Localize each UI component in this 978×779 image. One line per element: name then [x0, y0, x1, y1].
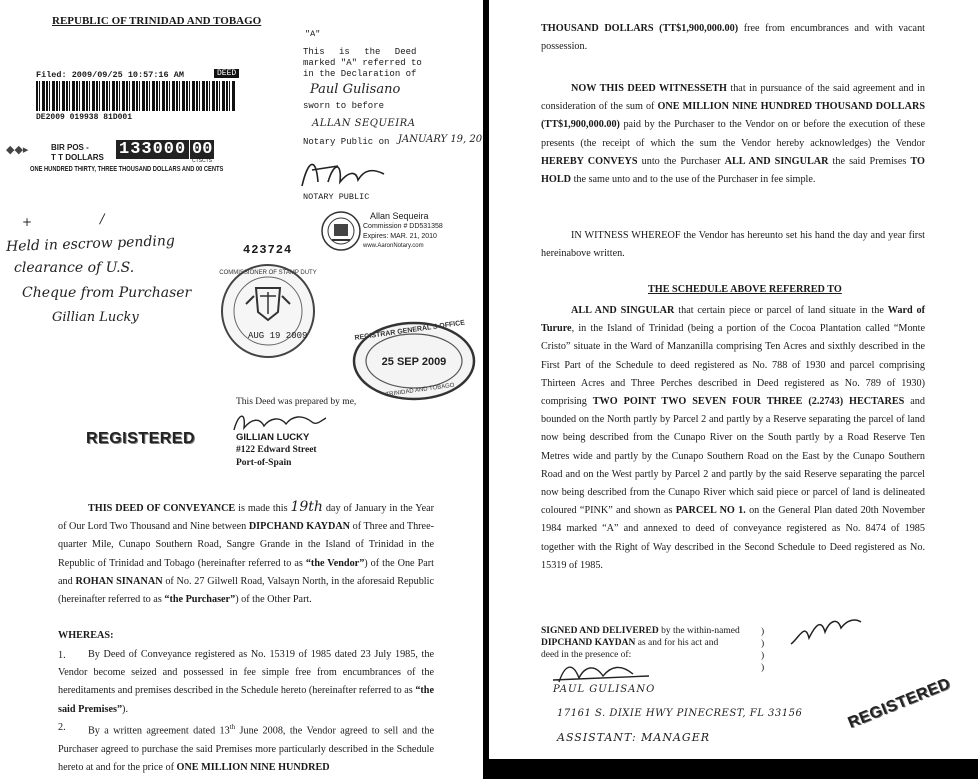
- signed-vendor-line: DIPCHAND KAYDAN as and for his act and: [541, 638, 719, 648]
- whereas-heading: WHEREAS:: [58, 630, 114, 641]
- bir-amount: 133000: [116, 140, 189, 159]
- preparer-address-1: #122 Edward Street: [236, 445, 317, 455]
- witness-name: PAUL GULISANO: [553, 684, 656, 695]
- notary-seal-icon: [320, 210, 362, 252]
- witness-address: 17161 S. DIXIE HWY PINECREST, FL 33156: [557, 708, 803, 719]
- bir-line1: BIR POS -: [51, 143, 89, 152]
- bir-cents-label: CTSCTS: [192, 158, 212, 164]
- exhibit-label: "A": [305, 29, 321, 39]
- barcode-id: DE2009 019938 81D001: [36, 113, 133, 122]
- stamp-duty-ring-text: COMMISSIONER OF STAMP DUTY: [219, 270, 317, 276]
- seal-notary-name: Allan Sequeira: [370, 211, 429, 221]
- signed-delivered-line: SIGNED AND DELIVERED by the within-named: [541, 626, 740, 636]
- registered-stamp-right: REGISTERED: [845, 675, 954, 732]
- preparer-name: GILLIAN LUCKY: [236, 432, 310, 443]
- check-mark: +: [22, 215, 33, 229]
- seal-commission: Commission # DD531358: [363, 223, 443, 230]
- barcode: [36, 81, 235, 111]
- registered-stamp: REGISTERED: [86, 430, 196, 447]
- filed-timestamp: Filed: 2009/09/25 10:57:16 AM: [36, 70, 184, 80]
- handnote-line-1: Held in escrow pending: [5, 233, 176, 255]
- witnesseth-paragraph: NOW THIS DEED WITNESSETH that in pursuance of the said agreement and in consideration of the sum of ONE MILLION NINE HUNDRED THOUSAND DOLLARS (TT$1,900,000.00) paid by the Purchaser to the Vendor on or before the execution of these presents (the receipt of which the sum the Vendor hereby acknowledges) the Vendor HEREBY CONVEYS unto the Purchaser ALL AND SINGULAR the said Premises TO HOLD the same unto and to the use of the Purchaser in fee simple.: [541, 83, 926, 186]
- registrar-bottom-text: TRINIDAD AND TOBAGO: [385, 382, 455, 399]
- bracket-marks: ) ) ) ): [761, 627, 765, 673]
- notary-on-text: Notary Public on: [303, 137, 390, 147]
- handnote-line-3: Cheque from Purchaser: [22, 285, 192, 301]
- bir-amount-words: ONE HUNDRED THIRTY, THREE THOUSAND DOLLARS AND 00 CENTS: [30, 166, 224, 173]
- document-header: REPUBLIC OF TRINIDAD AND TOBAGO: [52, 15, 262, 27]
- in-witness-paragraph: IN WITNESS WHEREOF the Vendor has hereunto set his hand the day and year first hereinabove written.: [541, 230, 925, 260]
- exhibit-line-3: in the Declaration of: [303, 69, 417, 79]
- recital-2: By a written agreement dated 13th June 2008, the Vendor agreed to sell and the Purchaser agreed to purchase the said Premises more particularly described in the Schedule hereto at and for the price of ONE MILLION NINE HUNDRED: [58, 723, 435, 773]
- handnote-signature: Gillian Lucky: [52, 310, 139, 325]
- deed-intro-paragraph: THIS DEED OF CONVEYANCE is made this 19th day of January in the Year of Our Lord Two Thousand and Nine between DIPCHAND KAYDAN of Three and Three-quarter Mile, Cunapo Southern Road, Sangre Grande in the Island of Trinidad in the Republic of Trinidad and Tobago (hereinafter referred to as “the Vendor”) of the One Part and ROHAN SINANAN of No. 27 Gilwell Road, Valsayn North, in the aforesaid Republic (hereinafter referred to as “the Purchaser”) of the Other Part.: [58, 499, 435, 606]
- deed-page-left: [0, 0, 483, 779]
- recital-1: By Deed of Conveyance registered as No. 15319 of 1985 dated 23 July 1985, the Vendor become seized and possessed in fee simple free from encumbrances of the hereditaments and premises described in the Schedule hereto (hereinafter referred to as “the said Premises”).: [58, 649, 434, 715]
- notary-name-handwriting: ALLAN SEQUEIRA: [312, 118, 416, 129]
- filed-tag: DEED: [214, 69, 239, 78]
- recital-1-number: 1.: [58, 650, 66, 661]
- registrar-date: 25 SEP 2009: [381, 356, 447, 368]
- schedule-title: THE SCHEDULE ABOVE REFERRED TO: [648, 284, 842, 295]
- witness-title: ASSISTANT: MANAGER: [557, 731, 711, 744]
- bir-cents: 00: [192, 140, 213, 159]
- stamp-serial-number: 423724: [243, 243, 293, 257]
- exhibit-declarant-handwriting: Paul Gulisano: [310, 82, 401, 97]
- notary-public-label: NOTARY PUBLIC: [303, 192, 370, 202]
- vendor-signature: [785, 608, 865, 652]
- exhibit-line-2: marked "A" referred to: [303, 58, 422, 68]
- stamp-duty-seal: [218, 262, 318, 360]
- recital-2-number: 2.: [58, 722, 66, 733]
- exhibit-line-1: This is the Deed: [303, 47, 417, 57]
- seal-website: www.AaronNotary.com: [363, 243, 424, 249]
- arrows-icon: ◆◆▸: [6, 144, 29, 156]
- seal-expires: Expires: MAR. 21, 2010: [363, 233, 437, 240]
- handnote-line-2: clearance of U.S.: [14, 260, 135, 276]
- registrar-general-stamp: [350, 318, 478, 404]
- signed-presence-line: deed in the presence of:: [541, 650, 632, 660]
- schedule-paragraph: ALL AND SINGULAR that certain piece or parcel of land situate in the Ward of Turure, in the Island of Trinidad (being a portion of the Cocoa Plantation called “Monte Cristo” situate in the Ward of Manzanilla comprising Ten Acres and sixthly described in the First Part of the Schedule to deed registered as No. 788 of 1930 and parcel comprising Thirteen Acres and Three Perches described in Deed registered as No. 789 of 1930) comprising TWO POINT TWO SEVEN FOUR THREE (2.2743) HECTARES and bounded on the North partly by Parcel 2 and partly by a Reserve separating the parcel of land now being described from the Cunapo River on the South partly by a Road Reserve Ten Metres wide and partly by the Cunapo Southern Road on the East by the Cunapo Southern Road and on the West partly by Parcel 2 and partly by the said Reserve separating the parcel now being described from the Cunapo River which said piece or parcel of land is delineated coloured “PINK” and shown as PARCEL NO 1. on the General Plan dated 20th November 1984 marked “A” and annexed to deed of conveyance registered as No. 8474 of 1985 together with the Right of Way described in the Second Schedule to Deed registered as No. 15319 of 1985.: [541, 305, 925, 571]
- notary-date-handwriting: JANUARY 19, 20: [398, 134, 483, 145]
- tick-mark: /: [100, 212, 105, 227]
- deed-page-right: [489, 0, 978, 759]
- sworn-text: sworn to before: [303, 101, 385, 111]
- stamp-duty-date: AUG 19 2009: [248, 331, 308, 341]
- registrar-ring-text: REGISTRAR GENERAL'S OFFICE: [354, 319, 466, 343]
- preparer-address-2: Port-of-Spain: [236, 458, 292, 468]
- prepared-by-text: This Deed was prepared by me,: [236, 397, 357, 407]
- price-continuation-paragraph: THOUSAND DOLLARS (TT$1,900,000.00) free from encumbrances and with vacant possession.: [541, 23, 925, 53]
- bir-line2: T T DOLLARS: [51, 153, 104, 162]
- notary-signature: [298, 152, 388, 192]
